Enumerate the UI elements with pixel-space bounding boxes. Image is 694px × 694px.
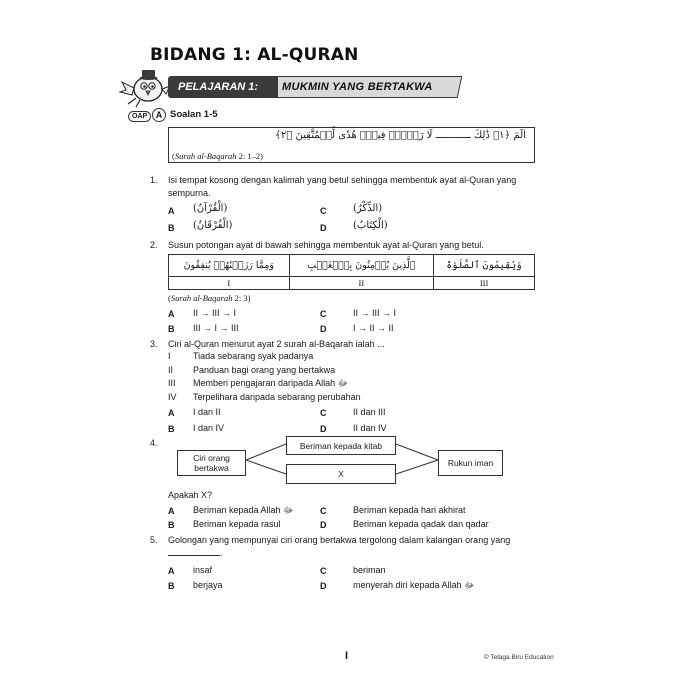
q1-option-letter: D [320, 223, 327, 233]
q4-option-text[interactable]: Beriman kepada hari akhirat [353, 505, 466, 515]
q2-option-letter: B [168, 324, 175, 334]
q2-reference: (Surah al-Baqarah 2: 3) [168, 293, 251, 303]
lesson-title: MUKMIN YANG BERTAKWA [282, 81, 433, 93]
q1-option-letter: B [168, 223, 175, 233]
q5-option-text[interactable]: beriman [353, 565, 386, 575]
q2-table-numeral-cell: III [434, 277, 535, 290]
q3-option-letter: B [168, 424, 175, 434]
q3-option-letter: A [168, 408, 175, 418]
q2-number: 2. [150, 240, 158, 250]
q5-option-letter: B [168, 581, 175, 591]
q3-statement-text: Memberi pengajaran daripada Allah ﷻ [193, 378, 348, 388]
q3-statement-num: IV [168, 392, 177, 402]
q2-option-text[interactable]: III → I → III [193, 323, 239, 333]
q1-option-text[interactable]: (الْقُرْآنُ) [193, 203, 228, 214]
verse-reference: (Surah al-Baqarah 2: 1–2) [172, 151, 263, 161]
q4-question: Apakah X? [168, 490, 213, 500]
q4-diagram-middle-box: X [286, 464, 396, 484]
q3-option-letter: D [320, 424, 327, 434]
q2-table-arabic-cell: وَيُقِيمُونَ ٱلصَّلَوٰةَ [434, 255, 535, 277]
q5-text: Golongan yang mempunyai ciri orang bertakwa tergolong dalam kalangan orang yang [168, 535, 511, 545]
verse-arabic: الٓمٓ ﴿١﴾ ذَٰلِكَ ــــــــــــ لَا رَيۡبَۛ فِيهِۛ هُدٗى لِّلۡمُتَّقِينَ ﴿٢﴾ [275, 130, 526, 141]
q3-statement-num: I [168, 351, 171, 361]
q3-statement-text: Terpelihara daripada sebarang perubahan [193, 392, 361, 402]
q2-option-text[interactable]: II → III → I [193, 308, 237, 318]
part-letter-badge: A [152, 108, 166, 122]
q5-option-text[interactable]: insaf [193, 565, 213, 575]
q1-option-text[interactable]: (الْفُرْقَانُ) [193, 220, 233, 231]
q2-table-arabic-cell: ٱلَّذِينَ يُؤۡمِنُونَ بِٱلۡغَيۡبِ [289, 255, 434, 277]
copyright: © Telaga Biru Education [484, 654, 554, 661]
q3-option-text[interactable]: I dan IV [193, 423, 225, 433]
oap-badge: OAP [128, 111, 151, 122]
q2-option-letter: D [320, 324, 327, 334]
q3-statement-num: II [168, 365, 174, 375]
q3-option-text[interactable]: I dan II [193, 407, 221, 417]
q2-option-text[interactable]: I → II → II [353, 323, 394, 333]
q2-table-arabic-cell: وَمِمَّا رَزَقۡنَٰهُمۡ يُنفِقُونَ [169, 255, 290, 277]
q3-option-text[interactable]: II dan III [353, 407, 386, 417]
q4-number: 4. [150, 438, 158, 448]
q1-text: Isi tempat kosong dengan kalimah yang betul sehingga membentuk ayat al-Quran yang sempurna. [168, 175, 517, 198]
lesson-label: PELAJARAN 1: [168, 76, 278, 98]
q2-text: Susun potongan ayat di bawah sehingga membentuk ayat al-Quran yang betul. [168, 240, 484, 250]
q2-table-numeral-cell: I [169, 277, 290, 290]
q3-option-letter: C [320, 408, 327, 418]
q3-text: Ciri al-Quran menurut ayat 2 surah al-Baqarah ialah ... [168, 339, 385, 349]
q1-option-letter: A [168, 206, 175, 216]
q2-option-letter: A [168, 309, 175, 319]
q4-option-text[interactable]: Beriman kepada Allah ﷻ [193, 505, 294, 515]
q4-diagram-left-box: Ciri orang bertakwa [177, 450, 246, 476]
page-title: BIDANG 1: AL-QURAN [150, 45, 359, 65]
q4-option-letter: D [320, 520, 327, 530]
q4-option-letter: C [320, 506, 327, 516]
q3-statement-num: III [168, 378, 176, 388]
q1-option-text[interactable]: (الْكِتَابُ) [353, 220, 388, 231]
q5-option-letter: C [320, 566, 327, 576]
q5-blank: . [168, 547, 223, 560]
q3-statement-text: Tiada sebarang syak padanya [193, 351, 314, 361]
q1-number: 1. [150, 175, 158, 185]
q2-option-text[interactable]: II → III → I [353, 308, 397, 318]
page-number: I [345, 650, 349, 662]
q5-option-text[interactable]: berjaya [193, 580, 223, 590]
q4-diagram-right-box: Rukun iman [438, 450, 503, 476]
q3-number: 3. [150, 339, 158, 349]
q4-diagram-top-box: Beriman kepada kitab [286, 436, 396, 455]
q1-option-letter: C [320, 206, 327, 216]
q5-option-letter: D [320, 581, 327, 591]
q4-option-letter: B [168, 520, 175, 530]
q5-option-letter: A [168, 566, 175, 576]
q2-verse-table [168, 254, 535, 290]
q1-option-text[interactable]: (الذِّكْرُ) [353, 203, 383, 214]
q2-table-numeral-cell: II [289, 277, 434, 290]
q5-number: 5. [150, 535, 158, 545]
q5-option-text[interactable]: menyerah diri kepada Allah ﷻ [353, 580, 475, 590]
q4-option-text[interactable]: Beriman kepada rasul [193, 519, 281, 529]
q3-option-text[interactable]: II dan IV [353, 423, 387, 433]
q4-option-text[interactable]: Beriman kepada qadak dan qadar [353, 519, 489, 529]
q3-statement-text: Panduan bagi orang yang bertakwa [193, 365, 336, 375]
q4-option-letter: A [168, 506, 175, 516]
section-label: Soalan 1-5 [170, 109, 218, 120]
q2-option-letter: C [320, 309, 327, 319]
